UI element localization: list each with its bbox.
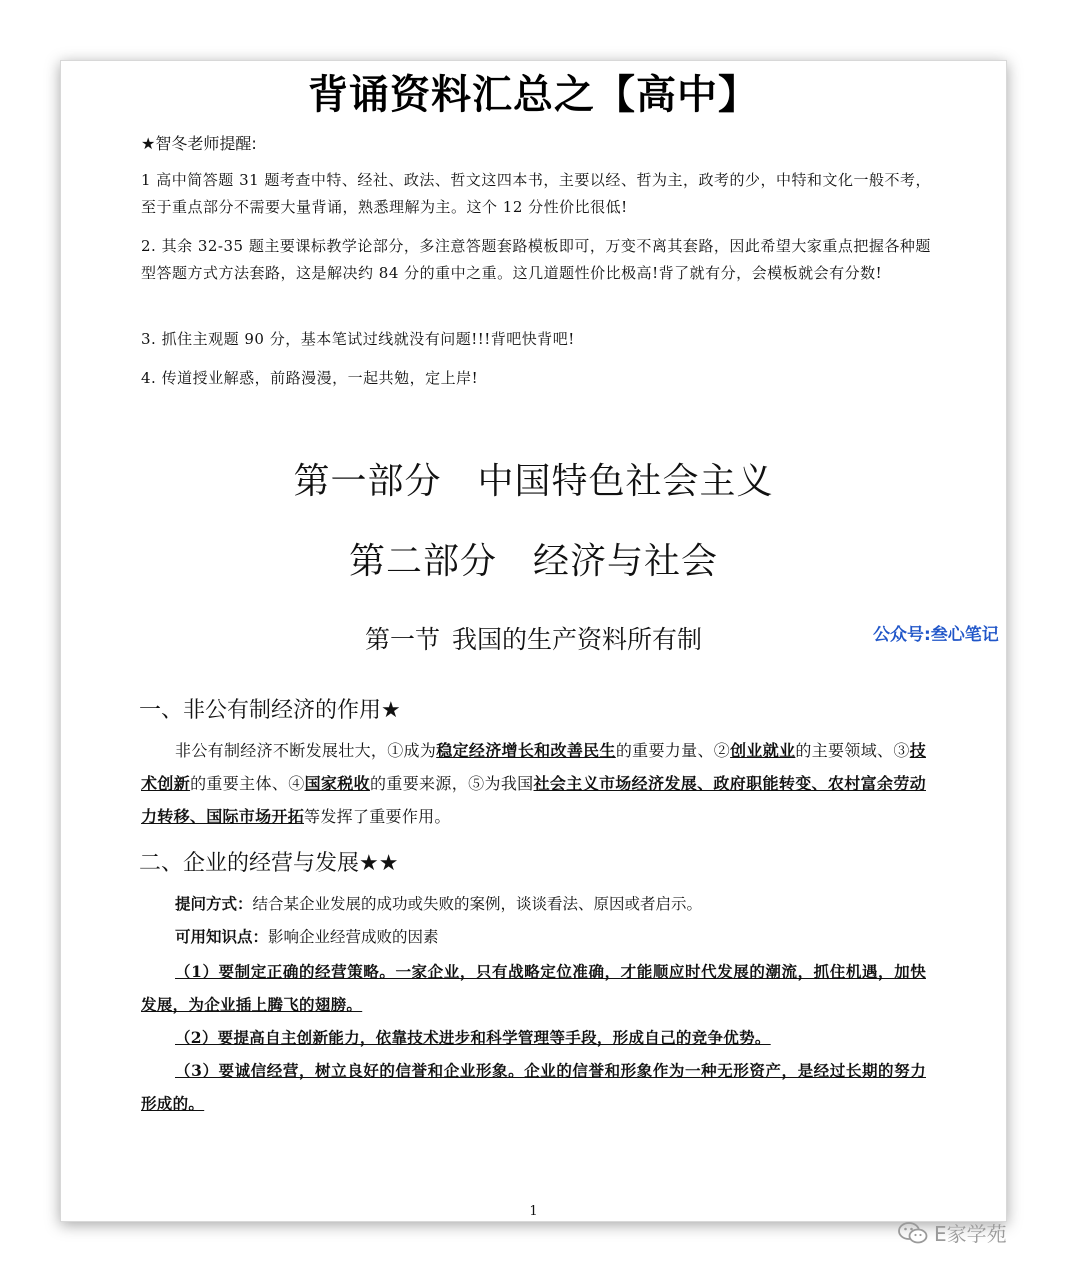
part-two-label: 第二部分 — [348, 541, 497, 582]
key-phrase: 国家税收 — [304, 774, 370, 793]
reminder-1: 1 高中简答题 31 题考查中特、经社、政法、哲文这四本书，主要以经、哲为主，政考的少，中特和文化一般不考，至于重点部分不需要大量背诵，熟悉理解为主。这个 12 分性价比很低! — [141, 171, 931, 216]
reminder-3: 3. 抓住主观题 90 分，基本笔试过线就没有问题!!!背吧快背吧! — [141, 330, 575, 348]
section-name: 我国的生产资料所有制 — [452, 625, 703, 654]
public-account-watermark: 公众号:叁心笔记 — [873, 625, 999, 645]
part-two-heading — [61, 533, 1006, 584]
part-one-heading — [61, 453, 1006, 504]
reminder-4: 4. 传道授业解惑，前路漫漫，一起共勉，定上岸! — [141, 369, 479, 387]
ask-label: 提问方式： — [175, 895, 253, 913]
heading-non-public-economy: 一、非公有制经济的作用★ — [139, 698, 401, 723]
key-phrase: 稳定经济增长和改善民生 — [436, 741, 616, 760]
reminder-label: ★智冬老师提醒: — [141, 134, 257, 153]
section-label: 第一节 — [364, 625, 440, 654]
document-title: 背诵资料汇总之【高中】 — [308, 72, 759, 118]
page-number: 1 — [529, 1204, 538, 1219]
ask-text: 结合某企业发展的成功或失败的案例，谈谈看法、原因或者启示。 — [252, 895, 703, 913]
part-one-name: 中国特色社会主义 — [477, 461, 774, 502]
brand-watermark — [898, 1218, 1007, 1247]
point-3: （3）要诚信经营，树立良好的信誉和企业形象。企业的信誉和形象作为一种无形资产，是经过长期的努力形成的。 — [141, 1061, 926, 1113]
text-run: 非公有制经济不断发展壮大，①成为 — [175, 741, 437, 760]
ask-line — [175, 892, 702, 914]
text-run: 的主要领域、③ — [795, 741, 910, 760]
part-one-label: 第一部分 — [293, 461, 442, 502]
part-two-name: 经济与社会 — [533, 541, 719, 582]
reminder-2: 2. 其余 32-35 题主要课标教学论部分，多注意答题套路模板即可，万变不离其套路，因此希望大家重点把握各种题型答题方式方法套路，这是解决约 84 分的重中之重。这几道题性价比极高!背了就有分，会模板就会有分数! — [141, 237, 931, 282]
key-phrase: 创业就业 — [730, 741, 796, 760]
text-run: 的重要来源，⑤为我国 — [369, 774, 534, 793]
document-page — [60, 60, 1007, 1222]
text-run: 的重要主体、④ — [190, 774, 305, 793]
brand-name: E家学苑 — [934, 1222, 1007, 1246]
text-run: 等发挥了重要作用。 — [304, 807, 451, 826]
point-1: （1）要制定正确的经营策略。一家企业，只有战略定位准确，才能顺应时代发展的潮流，抓住机遇，加快发展，为企业插上腾飞的翅膀。 — [141, 962, 926, 1014]
key-phrase: 技术创新 — [141, 741, 926, 793]
knowledge-line — [175, 925, 439, 947]
paragraph-non-public-economy — [141, 734, 926, 833]
knowledge-label: 可用知识点： — [175, 928, 269, 946]
point-2: （2）要提高自主创新能力，依靠技术进步和科学管理等手段，形成自己的竞争优势。 — [175, 1028, 771, 1047]
knowledge-text: 影响企业经营成败的因素 — [268, 928, 439, 946]
text-run: 的重要力量、② — [615, 741, 731, 760]
key-phrase: 社会主义市场经济发展、政府职能转变、农村富余劳动力转移、国际市场开拓 — [141, 774, 926, 826]
section-heading — [61, 620, 1006, 656]
wechat-icon — [898, 1221, 928, 1245]
heading-enterprise: 二、企业的经营与发展★★ — [139, 851, 399, 876]
